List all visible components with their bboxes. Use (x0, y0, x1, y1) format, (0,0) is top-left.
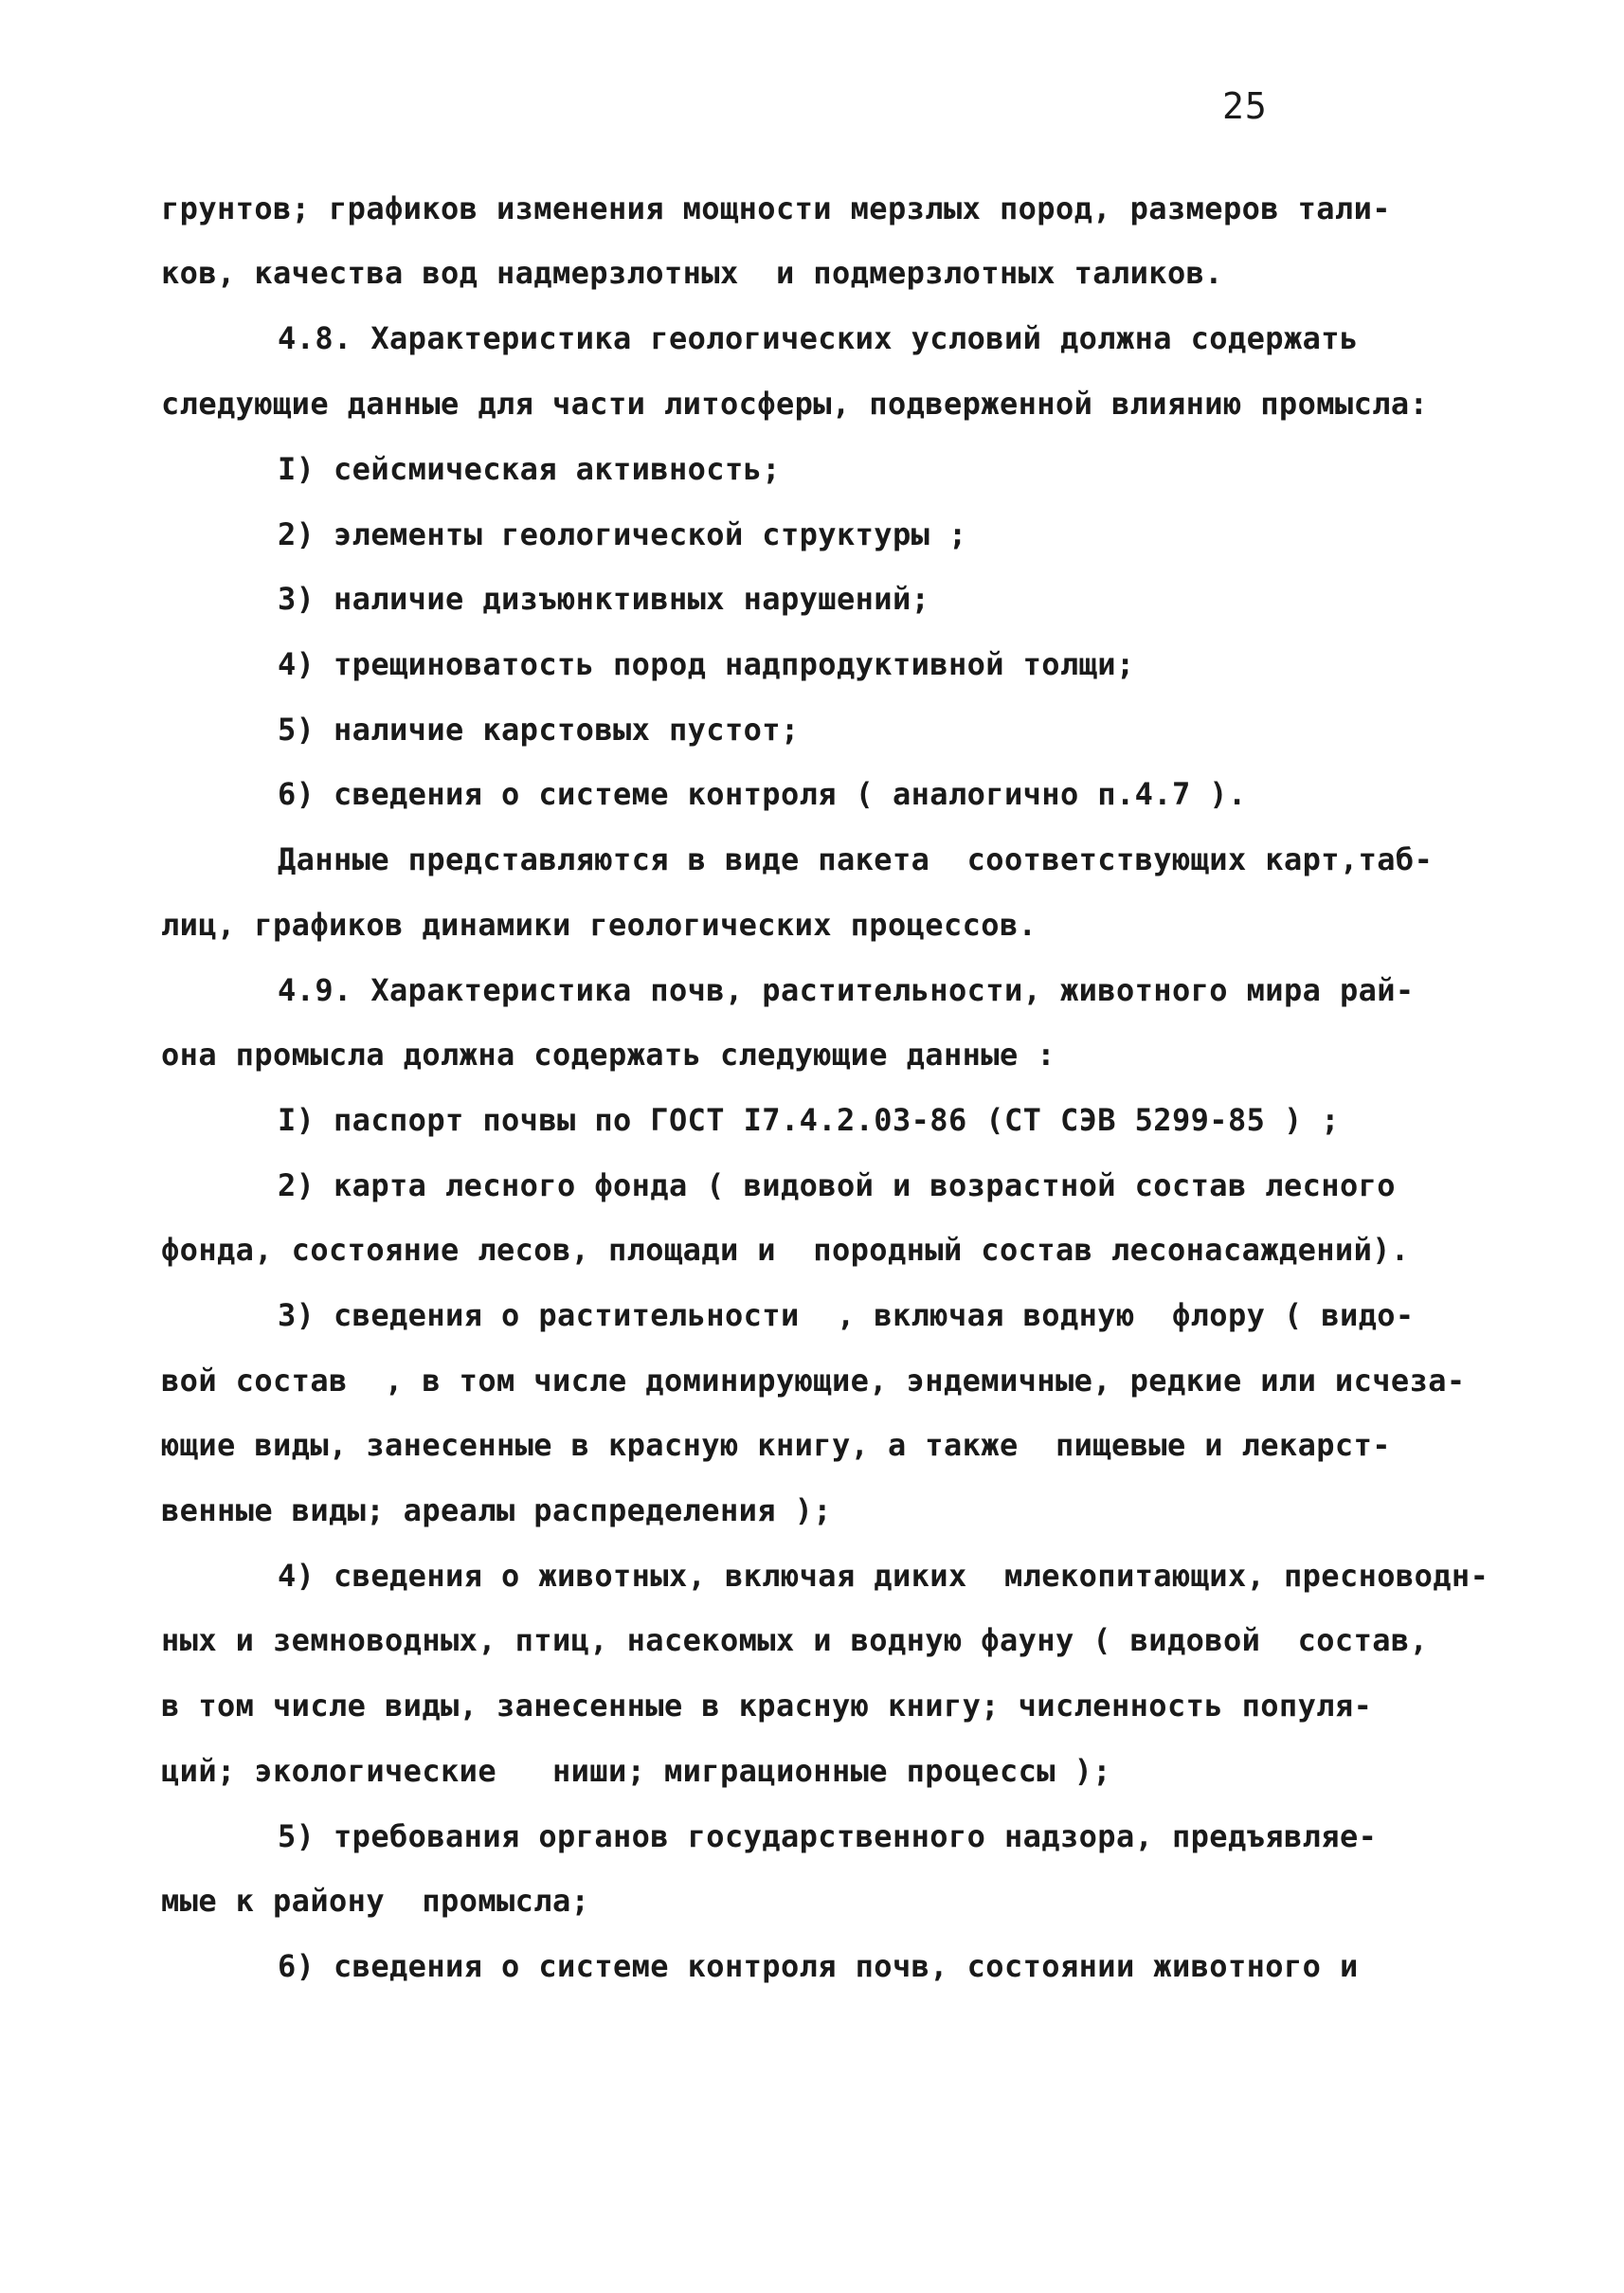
text-line: ных и земноводных, птиц, насекомых и водную фауну ( видовой состав, (161, 1622, 1429, 1658)
text-line: I) сейсмическая активность; (278, 451, 781, 487)
text-line: 3) сведения о растительности , включая водную флору ( видо- (278, 1297, 1415, 1333)
text-line: лиц, графиков динамики геологических процессов. (161, 907, 1038, 943)
text-line: 4) сведения о животных, включая диких млекопитающих, пресноводн- (278, 1558, 1489, 1594)
text-line: ков, качества вод надмерзлотных и подмерзлотных таликов. (161, 255, 1223, 291)
text-line: 4.9. Характеристика почв, растительности, животного мира рай- (278, 972, 1415, 1008)
text-line: ций; экологические ниши; миграционные процессы ); (161, 1753, 1111, 1789)
text-line: 5) требования органов государственного надзора, предъявляе- (278, 1818, 1378, 1854)
text-line: венные виды; ареалы распределения ); (161, 1492, 832, 1528)
text-line: 4.8. Характеристика геологических условий должна содержать (278, 320, 1359, 356)
text-line: 5) наличие карстовых пустот; (278, 712, 800, 748)
text-line: 2) карта лесного фонда ( видовой и возрастной состав лесного (278, 1167, 1396, 1203)
text-line: 2) элементы геологической структуры ; (278, 516, 967, 552)
text-line: в том числе виды, занесенные в красную книгу; численность популя- (161, 1688, 1373, 1724)
text-line: мые к району промысла; (161, 1883, 590, 1919)
text-line: ющие виды, занесенные в красную книгу, а также пищевые и лекарст- (161, 1427, 1391, 1463)
text-line: следующие данные для части литосферы, подверженной влиянию промысла: (161, 386, 1429, 422)
text-line: 3) наличие дизъюнктивных нарушений; (278, 581, 930, 617)
text-line: фонда, состояние лесов, площади и породный состав лесонасаждений). (161, 1232, 1410, 1268)
text-line: 4) трещиноватость пород надпродуктивной толщи; (278, 646, 1135, 682)
text-line: вой состав , в том числе доминирующие, эндемичные, редкие или исчеза- (161, 1363, 1466, 1399)
text-line: I) паспорт почвы по ГОСТ I7.4.2.03-86 (СТ СЭВ 5299-85 ) ; (278, 1102, 1340, 1138)
text-line: Данные представляются в виде пакета соответствующих карт,таб- (278, 841, 1434, 877)
text-line: 6) сведения о системе контроля почв, состоянии животного и (278, 1948, 1359, 1984)
text-line: 6) сведения о системе контроля ( аналогично п.4.7 ). (278, 776, 1247, 812)
page-number: 25 (1222, 85, 1268, 127)
text-line: она промысла должна содержать следующие данные : (161, 1037, 1056, 1073)
text-line: грунтов; графиков изменения мощности мерзлых пород, размеров тали- (161, 190, 1391, 226)
